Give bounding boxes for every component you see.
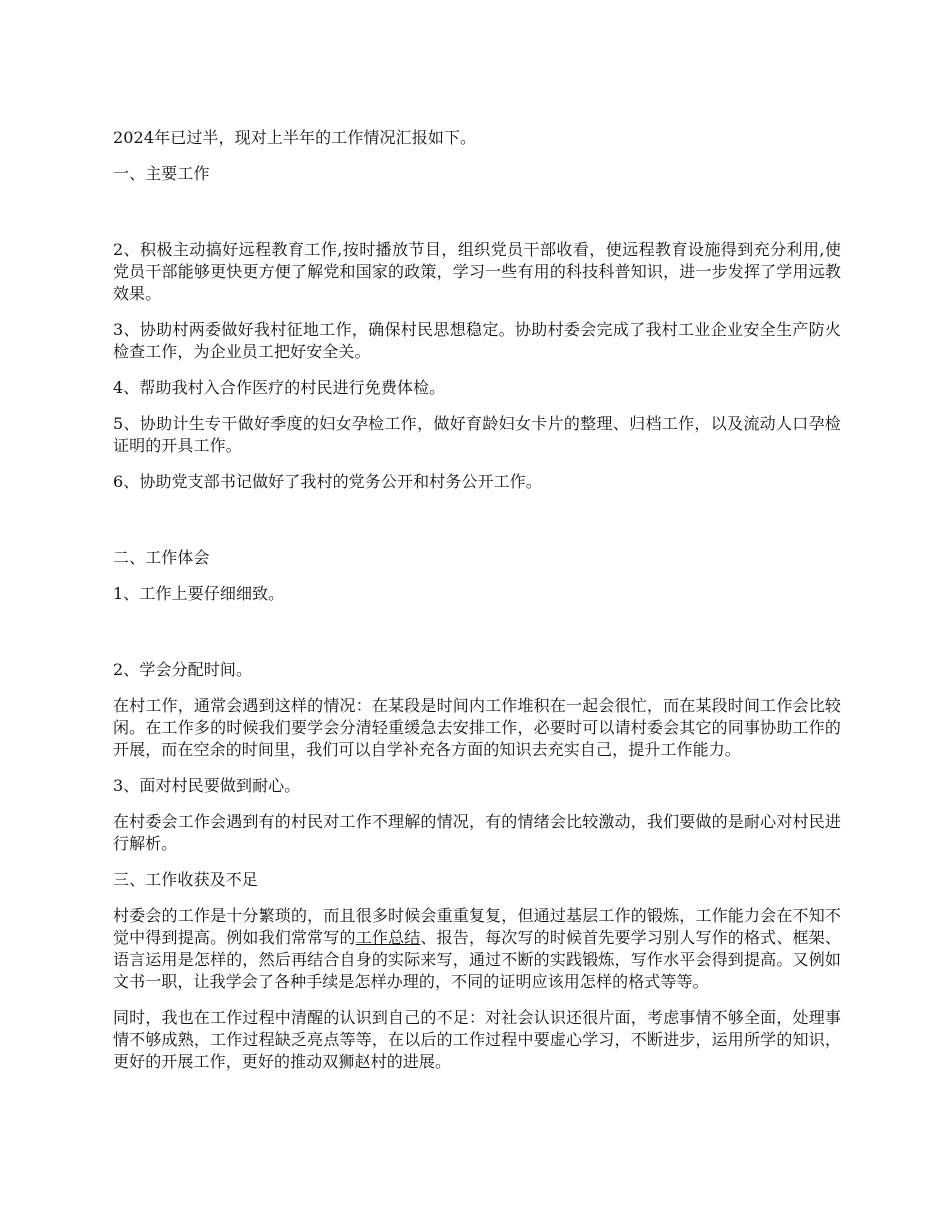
experience-item-3-body: 在村委会工作会遇到有的村民对工作不理解的情况，有的情绪会比较激动，我们要做的是耐心对村民进行解析。 xyxy=(113,812,841,853)
main-work-item-6: 6、协助党支部书记做好了我村的党务公开和村务公开工作。 xyxy=(113,472,542,491)
shortcomings-paragraph: 同时，我也在工作过程中清醒的认识到自己的不足：对社会认识还很片面，考虑事情不够全面，处理事情不够成熟，工作过程缺乏亮点等等，在以后的工作过程中要虚心学习，不断进步，运用所学的知识，更好的开展工作，更好的推动双狮赵村的进展。 xyxy=(113,1008,841,1071)
main-work-item-2: 2、积极主动搞好远程教育工作,按时播放节目，组织党员干部收看，使远程教育设施得到充分利用,使党员干部能够更快更方便了解党和国家的政策，学习一些有用的科技科普知识，进一步发挥了学用远教效果。 xyxy=(113,240,841,303)
section-heading-experience: 二、工作体会 xyxy=(113,548,210,567)
gains-paragraph xyxy=(113,905,841,993)
work-summary-link[interactable]: 工作总结 xyxy=(355,928,421,947)
main-work-item-3: 3、协助村两委做好我村征地工作，确保村民思想稳定。协助村委会完成了我村工业企业安全生产防火检查工作，为企业员工把好安全关。 xyxy=(113,320,841,361)
document-body xyxy=(113,127,841,1073)
section-heading-main-work: 一、主要工作 xyxy=(113,164,210,183)
section-heading-gains: 三、工作收获及不足 xyxy=(113,870,258,889)
experience-item-3: 3、面对村民要做到耐心。 xyxy=(113,776,301,795)
experience-item-2-body: 在村工作，通常会遇到这样的情况：在某段是时间内工作堆积在一起会很忙，而在某段时间工作会比较闲。在工作多的时候我们要学会分清轻重缓急去安排工作，必要时可以请村委会其它的同事协助工作的开展，而在空余的时间里，我们可以自学补充各方面的知识去充实自己，提升工作能力。 xyxy=(113,696,841,759)
main-work-item-5: 5、协助计生专干做好季度的妇女孕检工作，做好育龄妇女卡片的整理、归档工作，以及流动人口孕检证明的开具工作。 xyxy=(113,414,841,455)
experience-item-2: 2、学会分配时间。 xyxy=(113,660,253,679)
main-work-item-4: 4、帮助我村入合作医疗的村民进行免费体检。 xyxy=(113,378,446,397)
intro-paragraph: 2024年已过半，现对上半年的工作情况汇报如下。 xyxy=(113,128,477,147)
gains-text-2: 、报告，每次写的时候首先要学习别人写作的格式、框架、语言运用是怎样的，然后再结合自身的实际来写，通过不断的实践锻炼，写作水平会得到提高。又例如文书一职，让我学会了各种手续是怎样办理的，不同的证明应该用怎样的格式等等。 xyxy=(113,928,841,991)
experience-item-1: 1、工作上要仔细细致。 xyxy=(113,584,285,603)
gains-text-1: 村委会的工作是十分繁琐的，而且很多时候会重重复复，但通过基层工作的锻炼，工作能力会在不知不觉中得到提高。例如我们常常写的 xyxy=(113,906,841,947)
